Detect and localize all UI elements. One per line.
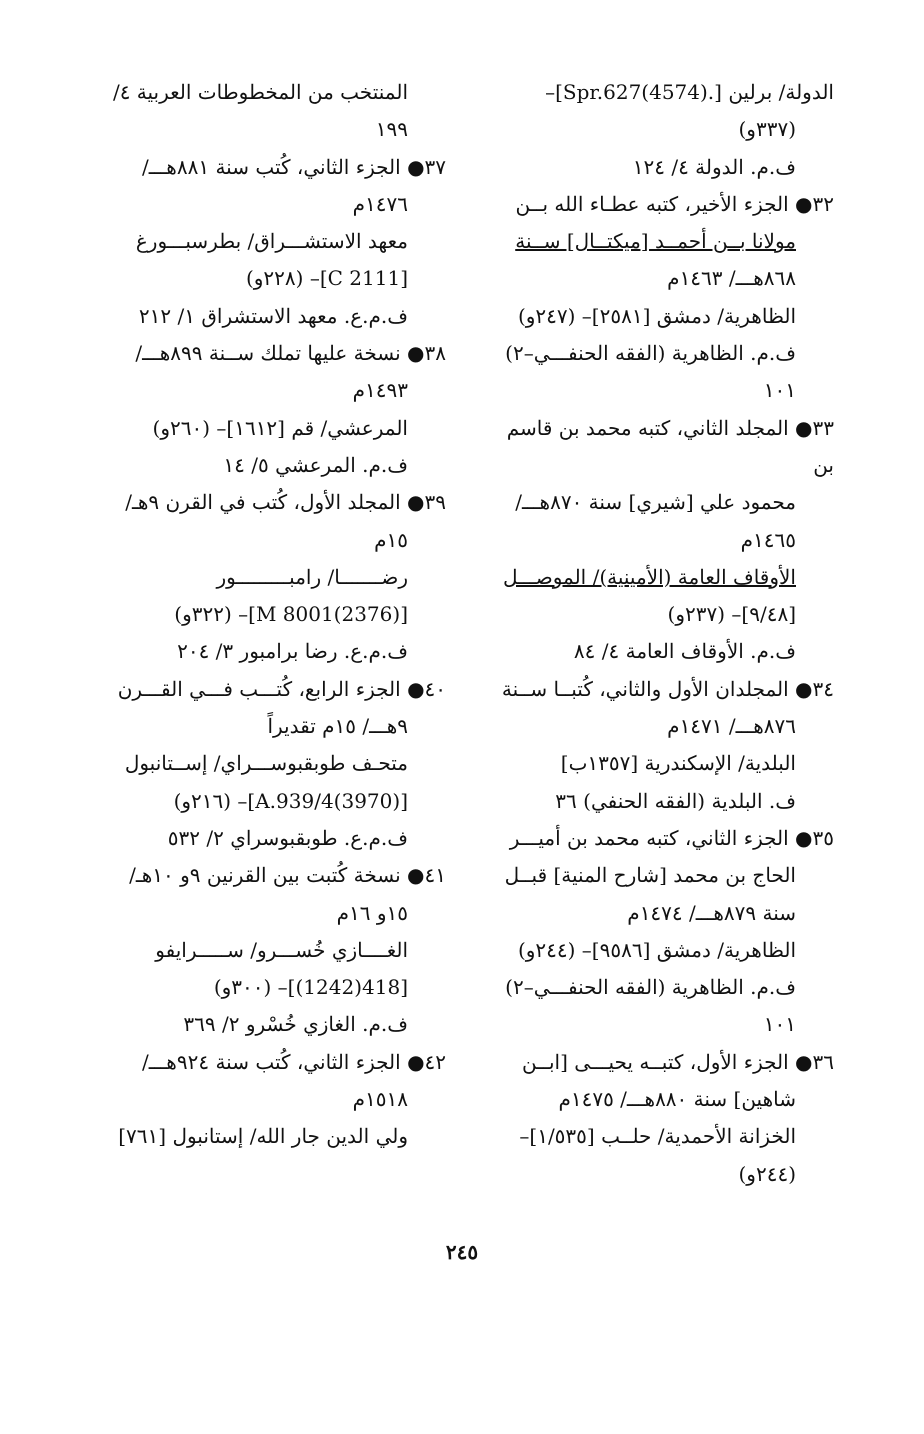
text-line: ف.م. الغازي خُسْرو ٢/ ٣٦٩: [183, 1012, 408, 1037]
text-line: ٨٧٦هـــ/ ١٤٧١م: [667, 714, 796, 739]
text-line: الخزانة الأحمدية/ حلــب [١/٥٣٥]–: [519, 1124, 796, 1149]
text-line: الظاهرية/ دمشق [٢٥٨١]– (٢٤٧و): [517, 303, 796, 328]
text-line: ١٤٧٦م: [352, 191, 408, 216]
text-line: شاهين] سنة ٨٨٠هـــ/ ١٤٧٥م: [558, 1087, 796, 1112]
text-line: معهد الاستشـــراق/ بطرسبـــورغ: [135, 229, 408, 254]
text-line: ف.م. الدولة ٤/ ١٢٤: [632, 154, 796, 179]
left-column: [91, 74, 446, 1156]
text-line: ف.م.ع. طوبقبوسراي ٢/ ٥٣٢: [167, 825, 408, 850]
text-line: (٣٣٧و): [738, 117, 796, 142]
text-line: ١٤٦٥م: [740, 527, 796, 552]
text-line: (٢٤٤و): [738, 1161, 796, 1186]
text-line: متحـف طوبقبوســـراي/ إســتانبول: [124, 751, 408, 776]
text-line: ف.م. الأوقاف العامة ٤/ ٨٤: [573, 639, 796, 664]
text-line: ف. البلدية (الفقه الحنفي) ٣٦: [555, 788, 796, 813]
text-line: [٩/٤٨]– (٢٣٧و): [667, 602, 796, 627]
text-line: مولانا بــن أحمــد [ميكتــال] ســنة: [515, 229, 796, 254]
text-line: [A.939/4(3970)]– (٢١٦و): [173, 788, 408, 813]
text-line: ٣٣● المجلد الثاني، كتبه محمد بن قاسم بن: [506, 415, 834, 477]
text-line: ف.م. المرعشي ٥/ ١٤: [223, 452, 408, 477]
text-line: الغــــازي خُســـرو/ ســـــرايفو: [155, 937, 408, 962]
page-number: ٢٤٥: [445, 1240, 479, 1264]
text-line: ٣٧● الجزء الثاني، كُتب سنة ٨٨١هـــ/: [141, 154, 446, 179]
text-line: ف.م. الظاهرية (الفقه الحنفـــي–٢): [505, 341, 796, 366]
text-line: ٣٨● نسخة عليها تملك ســنة ٨٩٩هـــ/: [135, 341, 446, 366]
text-line: ٩هـــ/ ١٥م تقديراً: [267, 714, 408, 739]
text-line: ف.م.ع. رضا برامبور ٣/ ٢٠٤: [177, 639, 408, 664]
text-line: الأوقاف العامة (الأمينية)/ الموصـــل: [502, 564, 796, 589]
text-line: ١٥م: [374, 527, 408, 552]
text-line: ٤٠● الجزء الرابع، كُتـــب فـــي القـــرن: [117, 676, 446, 701]
text-line: المنتخب من المخطوطات العربية ٤/: [112, 80, 408, 104]
text-line: ف.م.ع. معهد الاستشراق ١/ ٢١٢: [138, 303, 408, 328]
text-line: ٤٢● الجزء الثاني، كُتب سنة ٩٢٤هـــ/: [141, 1049, 446, 1074]
text-line: ١٥١٨م: [352, 1087, 408, 1112]
text-line: الظاهرية/ دمشق [٩٥٨٦]– (٢٤٤و): [517, 937, 796, 962]
right-column: [496, 74, 834, 1193]
text-line: محمود علي [شيري] سنة ٨٧٠هـــ/: [515, 490, 796, 515]
text-line: [M 8001(2376)]– (٣٢٢و): [174, 602, 408, 627]
text-line: ٣٥● الجزء الثاني، كتبه محمد بن أميـــر: [509, 825, 834, 850]
text-line: ٨٦٨هـــ/ ١٤٦٣م: [667, 266, 796, 291]
text-line: ٣٢● الجزء الأخير، كتبه عطـاء الله بــن: [515, 191, 834, 216]
text-line: البلدية/ الإسكندرية [١٣٥٧ب]: [560, 751, 796, 776]
text-line: ٣٦● الجزء الأول، كتبــه يحيـــى [ابــن: [522, 1049, 834, 1074]
text-line: ٣٤● المجلدان الأول والثاني، كُتبــا ســنة: [501, 676, 834, 701]
text-line: الحاج بن محمد [شارح المنية] قبــل: [504, 863, 796, 888]
text-line: الدولة/ برلين [.Spr.627(4574)]–: [545, 80, 834, 104]
text-line: [C 2111]– (٢٢٨و): [245, 266, 408, 291]
text-line: المرعشي/ قم [١٦١٢]– (٢٦٠و): [152, 415, 408, 440]
text-line: ٣٩● المجلد الأول، كُتب في القرن ٩هـ/: [125, 490, 446, 515]
text-line: ف.م. الظاهرية (الفقه الحنفـــي–٢): [505, 975, 796, 1000]
text-line: ١٥و ١٦م: [336, 900, 408, 925]
text-line: ١٠١: [763, 1012, 796, 1037]
text-line: ١٩٩: [375, 117, 408, 142]
text-line: [418(1242)]– (٣٠٠و): [213, 975, 408, 1000]
text-line: ١٤٩٣م: [352, 378, 408, 403]
text-line: سنة ٨٧٩هـــ/ ١٤٧٤م: [627, 900, 796, 925]
text-line: ولي الدين جار الله/ إستانبول [٧٦١]: [118, 1124, 408, 1149]
text-line: رضـــــــا/ رامبـــــــــور: [216, 564, 408, 589]
text-line: ١٠١: [763, 378, 796, 403]
text-line: ٤١● نسخة كُتبت بين القرنين ٩و ١٠هـ/: [129, 863, 446, 888]
